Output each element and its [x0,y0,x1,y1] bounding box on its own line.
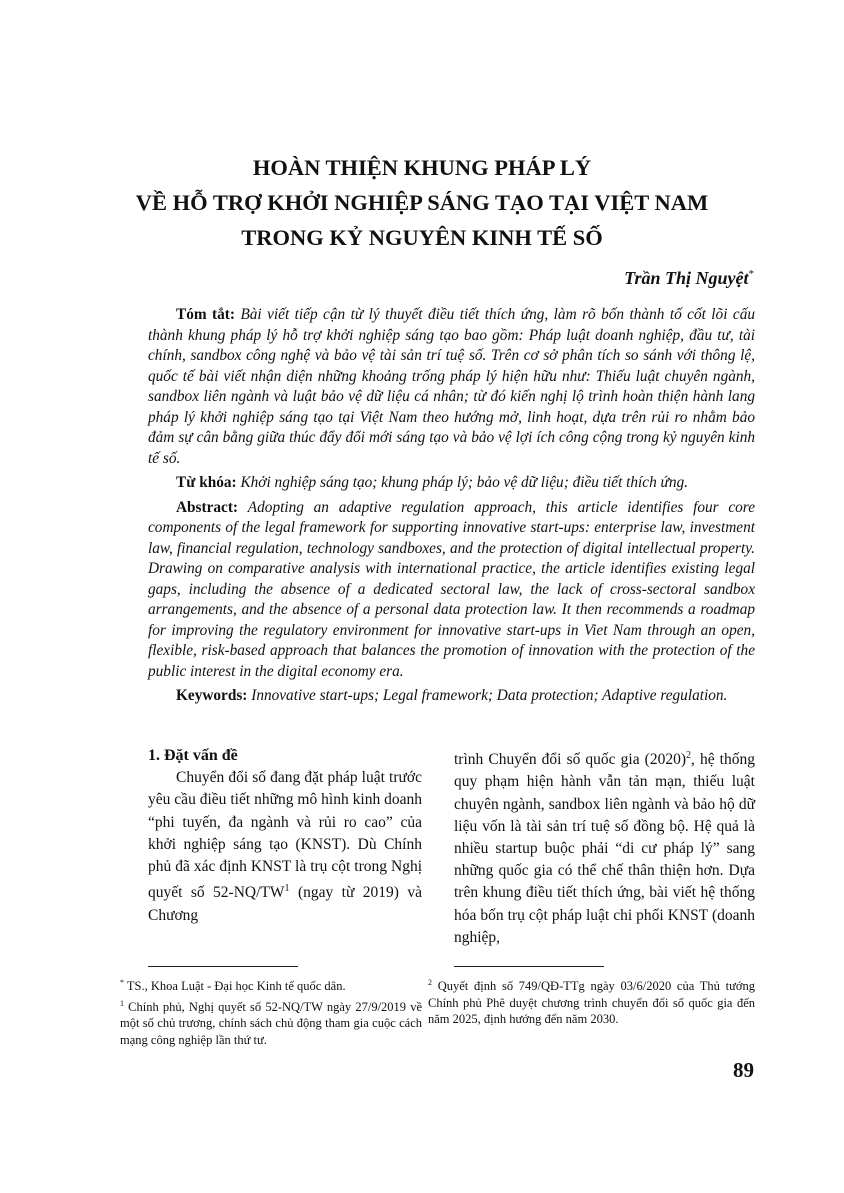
body-text-right-1: trình Chuyển đổi số quốc gia (2020) [454,751,686,769]
footnote-author-mark: * [120,978,124,987]
footnotes-left [120,975,422,1049]
abstract-vi-text: Bài viết tiếp cận từ lý thuyết điều tiết thích ứng, làm rõ bốn thành tố cốt lõi cấu thành khung pháp lý hỗ trợ khởi nghiệp sáng tạo bao gồm: Pháp luật doanh nghiệp, đầu tư, tài chính, sandbox công nghệ và bảo vệ tài sản trí tuệ số. Trên cơ sở phân tích so sánh với thông lệ, quốc tế bài viết nhận diện những khoảng trống pháp lý hiện hữu như: Thiếu luật chuyên ngành, sandbox liên ngành và luật bảo vệ dữ liệu cá nhân; từ đó kiến nghị lộ trình hoàn thiện hành lang pháp lý khởi nghiệp sáng tạo tại Việt Nam theo hướng mở, linh hoạt, dựa trên rủi ro nhằm bảo đảm sự cân bằng giữa thúc đẩy đổi mới sáng tạo và bảo vệ lợi ích công cộng trong kỷ nguyên kinh tế số. [148,306,755,467]
footnote-divider-right [454,966,604,967]
footnote-divider-left [148,966,298,967]
abstract-vi-label: Tóm tắt: [176,306,235,323]
keywords-vi-label: Từ khóa: [176,474,237,491]
abstract-en-label: Abstract: [176,498,239,516]
body-paragraph [148,767,422,927]
keywords-vi-text: Khởi nghiệp sáng tạo; khung pháp lý; bảo vệ dữ liệu; điều tiết thích ứng. [240,474,689,491]
body-column-right [454,745,755,949]
footnote-2-mark: 2 [428,978,432,987]
keywords-en-text: Innovative start-ups; Legal framework; Data protection; Adaptive regulation. [251,687,728,704]
abstract-vi [148,305,755,469]
footnotes-right [428,975,755,1029]
author-footnote-mark: * [748,268,754,280]
section-heading: 1. Đặt vấn đề [148,747,238,764]
footnote-2 [428,975,755,1028]
title-line-1: HOÀN THIỆN KHUNG PHÁP LÝ [252,155,592,180]
footnote-ref-1[interactable]: 1 [284,883,290,895]
footnote-1 [120,996,422,1049]
abstract-block [148,305,755,711]
footnote-1-mark: 1 [120,998,124,1008]
keywords-vi [148,473,755,494]
keywords-en [148,686,755,707]
article-title [120,150,724,255]
page-number: 89 [733,1058,754,1082]
author-name-text: Trần Thị Nguyệt [624,268,749,288]
body-column-left [148,745,422,927]
footnote-author-text: TS., Khoa Luật - Đại học Kinh tế quốc dân. [126,979,346,994]
footnote-2-text: Quyết định số 749/QĐ-TTg ngày 03/6/2020 của Thủ tướng Chính phủ Phê duyệt chương trình chuyển đổi số quốc gia đến năm 2025, định hướng đến năm 2030. [428,979,755,1027]
author-name [624,268,754,289]
title-line-2: VỀ HỖ TRỢ KHỞI NGHIỆP SÁNG TẠO TẠI VIỆT NAM [135,190,709,215]
title-line-3: TRONG KỶ NGUYÊN KINH TẾ SỐ [241,225,603,250]
footnote-ref-2[interactable]: 2 [686,750,691,761]
body-text-right-2: , hệ thống quy phạm hiện hành vẫn tản mạn, thiếu luật chuyên ngành, sandbox liên ngành và bảo hộ dữ liệu vốn là tài sản trí tuệ số đồng bộ. Hệ quả là nhiều startup buộc phải “di cư pháp lý” sang những quốc gia có thể chế thân thiện hơn. Dựa trên khung điều tiết thích ứng, bài viết hệ thống hóa bốn trụ cột pháp luật chi phối KNST (doanh nghiệp, [454,751,755,946]
footnote-1-text: Chính phủ, Nghị quyết số 52-NQ/TW ngày 27/9/2019 về một số chủ trương, chính sách chủ động tham gia cuộc cách mạng công nghiệp lần thứ tư. [120,999,423,1047]
abstract-en-text: Adopting an adaptive regulation approach, this article identifies four core components of the legal framework for supporting innovative start-ups: enterprise law, investment law, financial regulation, technology sandboxes, and the protection of digital intellectual property. Drawing on comparative analysis with international practice, the article identifies existing legal gaps, including the absence of a dedicated sectoral law, the lack of cross-sectoral sandbox arrangements, and the absence of a personal data protection law. It then recommends a roadmap for improving the regulatory environment for innovative start-ups in Viet Nam through an open, flexible, risk-based approach that balances the promotion of innovation with the protection of the public interest in the digital economy era. [148,498,755,680]
body-paragraph-continued [454,745,755,949]
body-text-left-1: Chuyển đổi số đang đặt pháp luật trước yêu cầu điều tiết những mô hình kinh doanh “phi tuyến, đa ngành và rủi ro cao” của khởi nghiệp sáng tạo (KNST). Dù Chính phủ đã xác định KNST là trụ cột trong Nghị quyết số 52-NQ/TW [148,769,422,902]
body-text-left-2: (ngay từ 2019) và Chương [148,884,422,924]
footnote-author [120,975,422,995]
abstract-en [148,498,755,683]
keywords-en-label: Keywords: [176,687,248,704]
